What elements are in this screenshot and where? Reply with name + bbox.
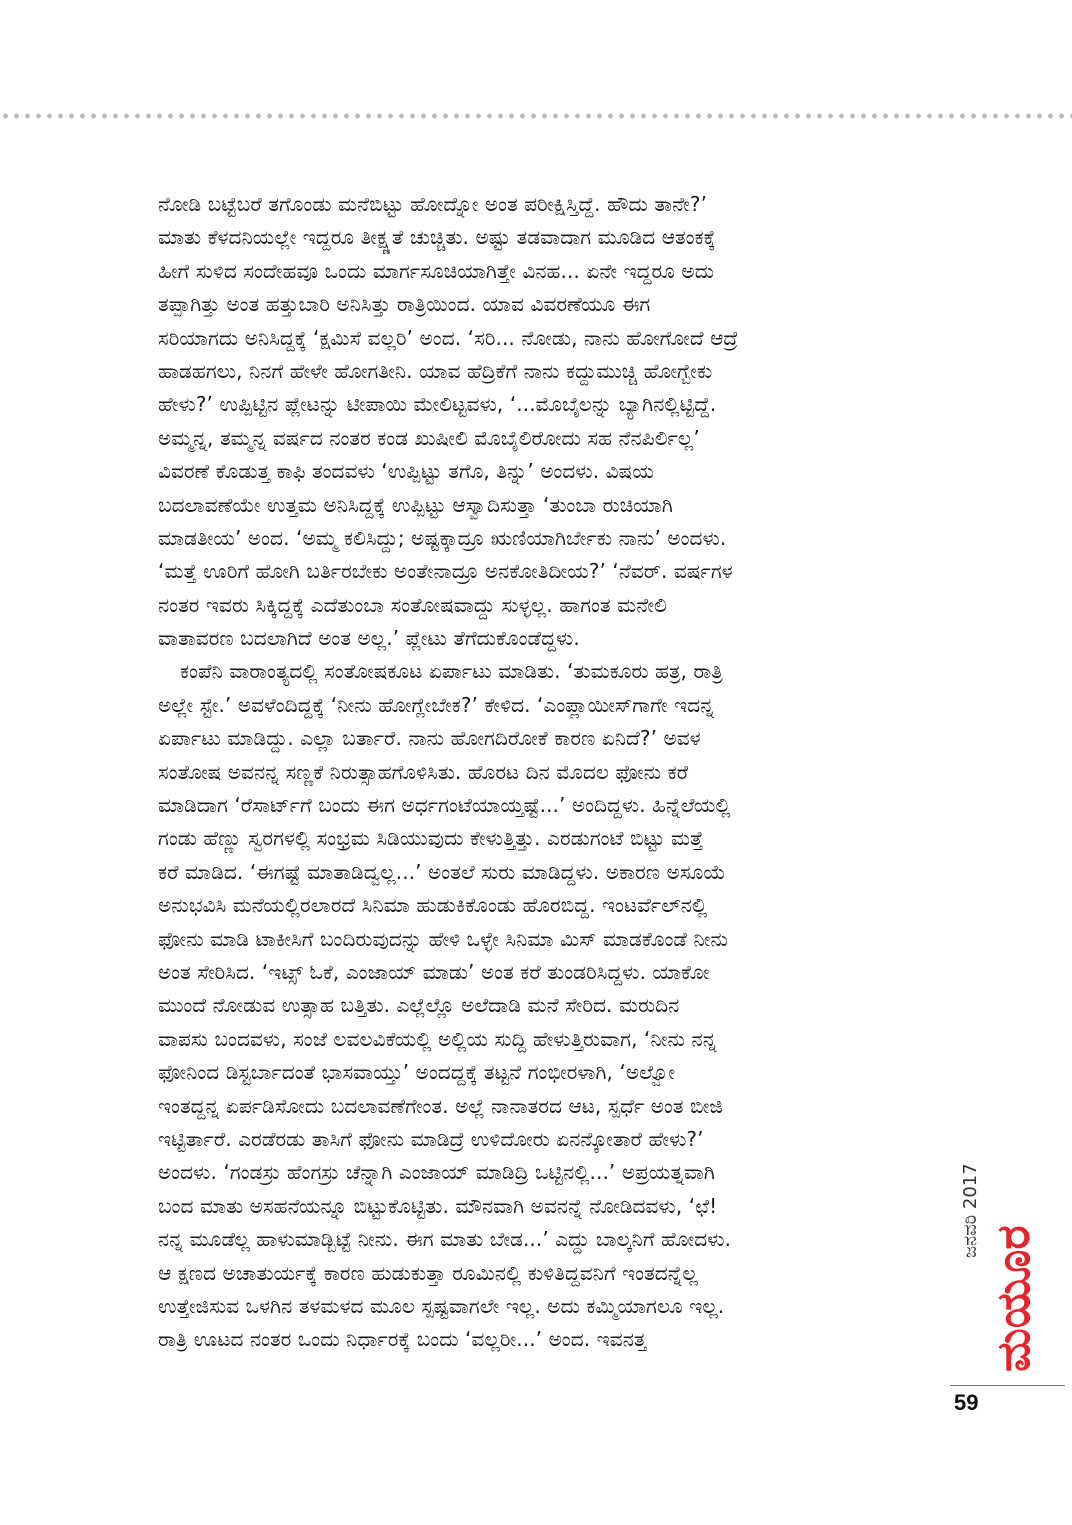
issue-date: ಜನವರಿ 2017: [960, 1163, 981, 1258]
article-line: ಫೋನಿಂದ ಡಿಸ್ಟರ್ಬಾದಂತೆ ಭಾಸವಾಯ್ತು’ ಅಂದದ್ದಕ್ಕೆ ತಟ್ಟನೆ ಗಂಭೀರಳಾಗಿ, ‘ಅಲ್ವೋ: [158, 1060, 676, 1085]
page-number: 59: [954, 1390, 979, 1415]
article-line: ಅಂದಳು. ‘ಗಂಡಸ್ರು ಹೆಂಗಸ್ರು ಚೆನ್ನಾಗಿ ಎಂಜಾಯ್ ಮಾಡಿದ್ರಿ ಒಟ್ಟಿನಲ್ಲಿ...’ ಅಪ್ರಯತ್ನವಾಗಿ: [158, 1160, 715, 1185]
article-line: ನನ್ನ ಮೂಡೆಲ್ಲ ಹಾಳುಮಾಡ್ಬಿಟ್ಟೆ ನೀನು. ಈಗ ಮಾತು ಬೇಡ...’ ಎದ್ದು ಬಾಲ್ಕನಿಗೆ ಹೋದಳು.: [158, 1227, 732, 1252]
article-line: ಹೇಳು?’ ಉಪ್ಪಿಟ್ಟಿನ ಪ್ಲೇಟನ್ನು ಟೀಪಾಯಿ ಮೇಲಿಟ್ಟವಳು, ‘...ಮೊಬೈಲನ್ನು ಬ್ಯಾಗಿನಲ್ಲಿಟ್ಟಿದ್ದೆ.: [158, 392, 717, 417]
article-line: ಫೋನು ಮಾಡಿ ಟಾಕೀಸಿಗೆ ಬಂದಿರುವುದನ್ನು ಹೇಳಿ ಒಳ್ಳೇ ಸಿನಿಮಾ ಮಿಸ್ ಮಾಡಕೊಂಡೆ ನೀನು: [158, 926, 729, 951]
article-line: ವಾತಾವರಣ ಬದಲಾಗಿದೆ ಅಂತ ಅಲ್ಲ.’ ಪ್ಲೇಟು ತೆಗೆದುಕೊಂಡೆದ್ದಳು.: [158, 626, 580, 651]
article-line: ಮಾತು ಕೆಳದನಿಯಲ್ಲೇ ಇದ್ದರೂ ತೀಕ್ಷ್ಣತೆ ಚುಚ್ಚಿತು. ಅಷ್ಟು ತಡವಾದಾಗ ಮೂಡಿದ ಆತಂಕಕ್ಕೆ: [158, 225, 716, 250]
article-line: ಆ ಕ್ಷಣದ ಅಚಾತುರ್ಯಕ್ಕೆ ಕಾರಣ ಹುಡುಕುತ್ತಾ ರೂಮಿನಲ್ಲಿ ಕುಳಿತಿದ್ದವನಿಗೆ ಇಂತದನ್ನೆಲ್ಲ: [158, 1260, 698, 1285]
article-line: ಮುಂದೆ ನೋಡುವ ಉತ್ಸಾಹ ಬತ್ತಿತು. ಎಲ್ಲೆಲ್ಲೊ ಅಲೆದಾಡಿ ಮನೆ ಸೇರಿದ. ಮರುದಿನ: [158, 993, 680, 1018]
article-line: ಉತ್ತೇಜಿಸುವ ಒಳಗಿನ ತಳಮಳದ ಮೂಲ ಸ್ಪಷ್ಟವಾಗಲೇ ಇಲ್ಲ. ಅದು ಕಮ್ಮಿಯಾಗಲೂ ಇಲ್ಲ.: [158, 1293, 725, 1318]
article-line: ಗಂಡು ಹೆಣ್ಣು ಸ್ವರಗಳಲ್ಲಿ ಸಂಭ್ರಮ ಸಿಡಿಯುವುದು ಕೇಳುತ್ತಿತ್ತು. ಎರಡುಗಂಟೆ ಬಿಟ್ಟು ಮತ್ತೆ: [158, 826, 704, 851]
article-line: ಸರಿಯಾಗದು ಅನಿಸಿದ್ದಕ್ಕೆ ‘ಕ್ಷಮಿಸೆ ವಲ್ಲರಿ’ ಅಂದ. ‘ಸರಿ... ನೋಡು, ನಾನು ಹೋಗೋದೆ ಆದ್ರೆ: [158, 325, 739, 350]
article-line: ಕರೆ ಮಾಡಿದ. ‘ಈಗಷ್ಟೆ ಮಾತಾಡಿದ್ವಲ್ಲ...’ ಅಂತಲೆ ಸುರು ಮಾಡಿದ್ದಳು. ಅಕಾರಣ ಅಸೂಯೆ: [158, 859, 726, 884]
article-line: ಅಮ್ಮನ್ನ, ತಮ್ಮನ್ನ ವರ್ಷದ ನಂತರ ಕಂಡ ಖುಷೀಲಿ ಮೊಬೈಲಿರೋದು ಸಹ ನೆನಪಿರ್ಲಿಲ್ಲ’: [158, 425, 700, 450]
article-line: ಅಂತ ಸೇರಿಸಿದ. ‘ಇಟ್ಸ್ ಓಕೆ, ಎಂಜಾಯ್ ಮಾಡು’ ಅಂತ ಕರೆ ತುಂಡರಿಸಿದ್ದಳು. ಯಾಕೋ: [158, 959, 710, 984]
magazine-logo: ಮಯೂರ: [986, 1225, 1040, 1372]
article-line: ವಿವರಣೆ ಕೊಡುತ್ತ ಕಾಫಿ ತಂದವಳು ‘ಉಪ್ಪಿಟ್ಟು ತಗೊ, ತಿನ್ನು’ ಅಂದಳು. ವಿಷಯ: [158, 459, 654, 484]
article-line: ಸಂತೋಷ ಅವನನ್ನ ಸಣ್ಣಕೆ ನಿರುತ್ಸಾಹಗೊಳಿಸಿತು. ಹೊರಟ ದಿನ ಮೊದಲ ಫೋನು ಕರೆ: [158, 759, 689, 784]
article-line: ಮಾಡತೀಯ’ ಅಂದ. ‘ಅಮ್ಮ ಕಲಿಸಿದ್ದು; ಅಷ್ಟಕ್ಕಾದ್ರೂ ಋಣಿಯಾಗಿರ್ಬೇಕು ನಾನು’ ಅಂದಳು.: [158, 525, 727, 550]
article-line: ರಾತ್ರಿ ಊಟದ ನಂತರ ಒಂದು ನಿರ್ಧಾರಕ್ಕೆ ಬಂದು ‘ವಲ್ಲರೀ...’ ಅಂದ. ಇವನತ್ತ: [158, 1327, 647, 1352]
article-line: ವಾಪಸು ಬಂದವಳು, ಸಂಜೆ ಲವಲವಿಕೆಯಲ್ಲಿ ಅಲ್ಲಿಯ ಸುದ್ದಿ ಹೇಳುತ್ತಿರುವಾಗ, ‘ನೀನು ನನ್ನ: [158, 1026, 717, 1051]
page-number-rule: [950, 1385, 1065, 1386]
article-line: ಹಾಡಹಗಲು, ನಿನಗೆ ಹೇಳೇ ಹೋಗತೀನಿ. ಯಾವ ಹೆದ್ರಿಕೆಗೆ ನಾನು ಕದ್ದುಮುಚ್ಚಿ ಹೋಗ್ಬೇಕು: [158, 358, 713, 383]
article-line: ನಂತರ ಇವರು ಸಿಕ್ಕಿದ್ದಕ್ಕೆ ಎದೆತುಂಬಾ ಸಂತೋಷವಾದ್ದು ಸುಳ್ಳಲ್ಲ. ಹಾಗಂತ ಮನೇಲಿ: [158, 592, 667, 617]
article-body: [158, 188, 923, 1357]
article-line: ಮಾಡಿದಾಗ ‘ರೆಸಾರ್ಟ್‌ಗೆ ಬಂದು ಈಗ ಅರ್ಧಗಂಟೆಯಾಯ್ತಷ್ಟೆ...’ ಅಂದಿದ್ದಳು. ಹಿನ್ನೆಲೆಯಲ್ಲಿ: [158, 793, 731, 818]
article-line: ಏರ್ಪಾಟು ಮಾಡಿದ್ದು. ಎಲ್ಲಾ ಬರ್ತಾರೆ. ನಾನು ಹೋಗದಿರೋಕೆ ಕಾರಣ ಏನಿದೆ?’ ಅವಳ: [158, 726, 701, 751]
article-line: ಹೀಗೆ ಸುಳಿದ ಸಂದೇಹವೂ ಒಂದು ಮಾರ್ಗಸೂಚಿಯಾಗಿತ್ತೇ ವಿನಹ... ಏನೇ ಇದ್ದರೂ ಅದು: [158, 258, 715, 283]
article-line: ಬಂದ ಮಾತು ಅಸಹನೆಯನ್ನೂ ಬಿಟ್ಟುಕೊಟ್ಟಿತು. ಮೌನವಾಗಿ ಅವನನ್ನೆ ನೋಡಿದವಳು, ‘ಛೆ!: [158, 1193, 718, 1218]
dotted-header-rule: [0, 112, 1072, 120]
article-line: ಬದಲಾವಣೆಯೇ ಉತ್ತಮ ಅನಿಸಿದ್ದಕ್ಕೆ ಉಪ್ಪಿಟ್ಟು ಆಸ್ವಾದಿಸುತ್ತಾ ‘ತುಂಬಾ ರುಚಿಯಾಗಿ: [158, 492, 673, 517]
article-line: ನೋಡಿ ಬಟ್ಟೆಬರೆ ತಗೊಂಡು ಮನೆಬಿಟ್ಟು ಹೋದ್ನೋ ಅಂತ ಪರೀಕ್ಷಿಸ್ತಿದ್ದೆ. ಹೌದು ತಾನೇ?’: [158, 192, 708, 216]
article-line: ಅಲ್ಲೇ ಸ್ಟೇ.’ ಅವಳೆಂದಿದ್ದಕ್ಕೆ ‘ನೀನು ಹೋಗ್ಲೇಬೇಕ?’ ಕೇಳಿದ. ‘ಎಂಪ್ಲಾಯೀಸ್‌ಗಾಗೇ ಇದನ್ನ: [158, 692, 715, 717]
article-line: ‘ಮತ್ತೆ ಊರಿಗೆ ಹೋಗಿ ಬರ್ತಿರಬೇಕು ಅಂತೇನಾದ್ರೂ ಅನಕೋತಿದೀಯ?’ ‘ನೆವರ್. ವರ್ಷಗಳ: [158, 559, 733, 584]
article-line: ಅನುಭವಿಸಿ ಮನೆಯಲ್ಲಿರಲಾರದೆ ಸಿನಿಮಾ ಹುಡುಕಿಕೊಂಡು ಹೊರಬಿದ್ದ. ಇಂಟರ್ವೆಲ್‌ನಲ್ಲಿ: [158, 893, 708, 918]
article-line: ಕಂಪೆನಿ ವಾರಾಂತ್ಯದಲ್ಲಿ ಸಂತೋಷಕೂಟ ಏರ್ಪಾಟು ಮಾಡಿತು. ‘ತುಮಕೂರು ಹತ್ರ, ರಾತ್ರಿ: [180, 659, 723, 684]
article-line: ಇಟ್ಟಿರ್ತಾರೆ. ಎರಡೆರಡು ತಾಸಿಗೆ ಫೋನು ಮಾಡಿದ್ರೆ ಉಳಿದೋರು ಏನನ್ಕೋತಾರೆ ಹೇಳು?’: [158, 1126, 704, 1151]
article-line: ಇಂತದ್ದನ್ನ ಏರ್ಪಡಿಸೋದು ಬದಲಾವಣೆಗೇಂತ. ಅಲ್ಲೆ ನಾನಾತರದ ಆಟ, ಸ್ಪರ್ಧೆ ಅಂತ ಬೀಜಿ: [158, 1093, 723, 1118]
article-line: ತಪ್ಪಾಗಿತ್ತು ಅಂತ ಹತ್ತುಬಾರಿ ಅನಿಸಿತ್ತು ರಾತ್ರಿಯಿಂದ. ಯಾವ ವಿವರಣೆಯೂ ಈಗ: [158, 292, 651, 317]
